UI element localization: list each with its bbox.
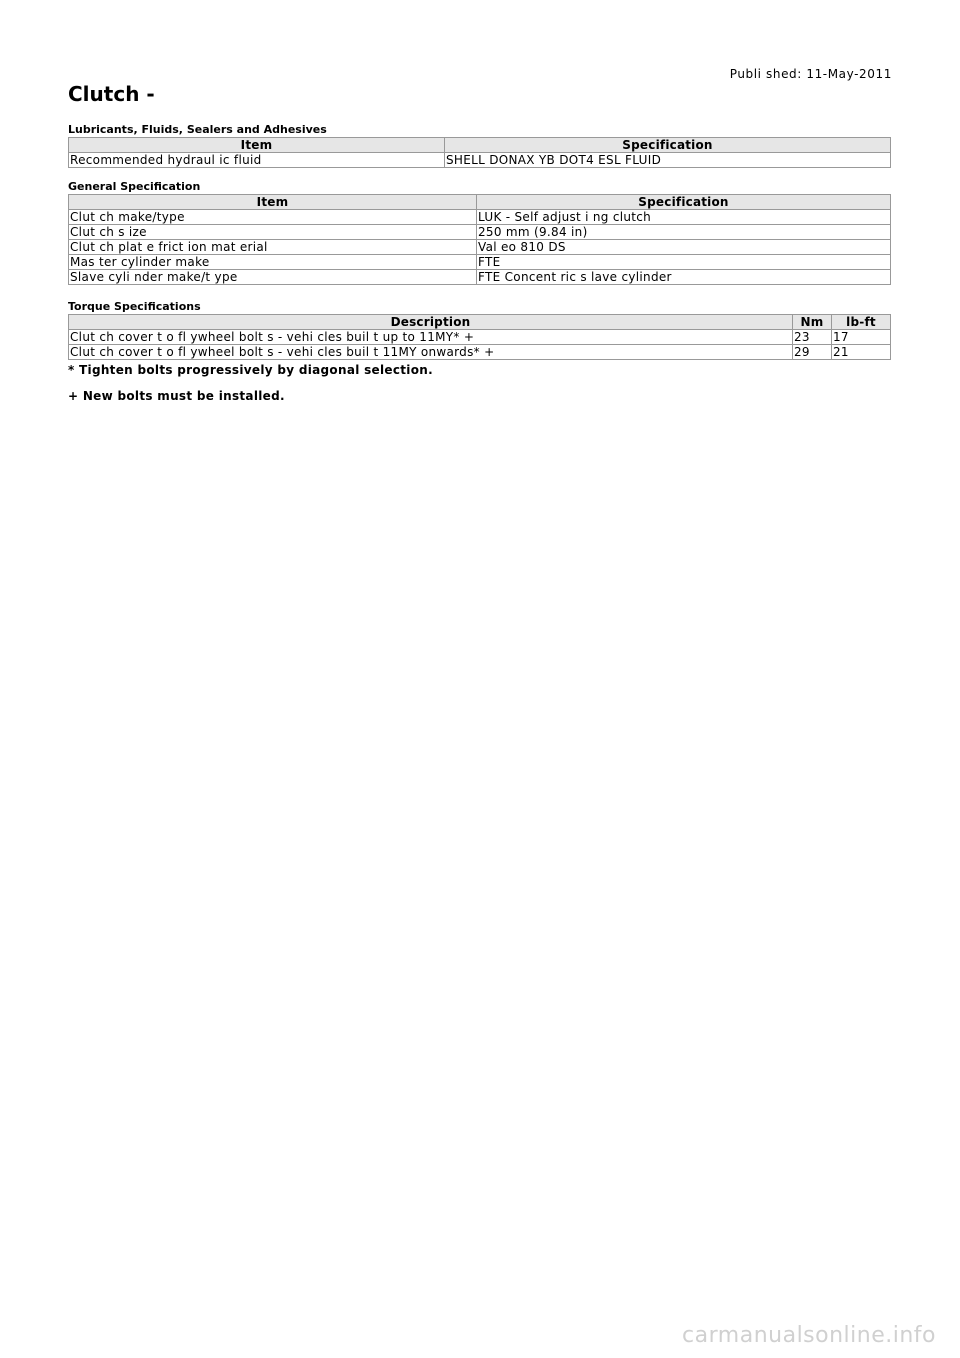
column-header-description: Description xyxy=(69,315,793,330)
general-spec-table xyxy=(68,194,891,285)
lubricants-table xyxy=(68,137,891,168)
column-header-specification: Specification xyxy=(445,138,891,153)
section-title-lubricants: Lubricants, Fluids, Sealers and Adhesives xyxy=(68,123,327,136)
table-cell: Clut ch make/type xyxy=(69,210,477,225)
note-new-bolts: + New bolts must be installed. xyxy=(68,389,285,403)
table-cell: 23 xyxy=(793,330,832,345)
note-diagonal-selection: * Tighten bolts progressively by diagonal selection. xyxy=(68,363,433,377)
table-cell: 17 xyxy=(832,330,891,345)
page-title: Clutch - xyxy=(68,82,155,106)
section-title-general: General Specification xyxy=(68,180,201,193)
column-header-nm: Nm xyxy=(793,315,832,330)
table-header-row xyxy=(69,138,891,153)
table-cell: Clut ch cover t o fl ywheel bolt s - vehi cles buil t up to 11MY* + xyxy=(69,330,793,345)
table-cell: Val eo 810 DS xyxy=(477,240,891,255)
table-cell: Clut ch s ize xyxy=(69,225,477,240)
torque-spec-table xyxy=(68,314,891,360)
table-cell: SHELL DONAX YB DOT4 ESL FLUID xyxy=(445,153,891,168)
table-cell: Clut ch cover t o fl ywheel bolt s - vehi cles buil t 11MY onwards* + xyxy=(69,345,793,360)
column-header-item: Item xyxy=(69,138,445,153)
column-header-item: Item xyxy=(69,195,477,210)
table-row xyxy=(69,240,891,255)
table-cell: FTE Concent ric s lave cylinder xyxy=(477,270,891,285)
table-row xyxy=(69,225,891,240)
table-row xyxy=(69,330,891,345)
table-cell: FTE xyxy=(477,255,891,270)
published-date: Publi shed: 11-May-2011 xyxy=(729,67,892,81)
table-cell: Clut ch plat e frict ion mat erial xyxy=(69,240,477,255)
table-cell: 21 xyxy=(832,345,891,360)
table-row xyxy=(69,255,891,270)
table-header-row xyxy=(69,315,891,330)
column-header-specification: Specification xyxy=(477,195,891,210)
table-cell: 29 xyxy=(793,345,832,360)
watermark: carmanualsonline.info xyxy=(682,1323,936,1348)
table-cell: 250 mm (9.84 in) xyxy=(477,225,891,240)
table-row xyxy=(69,210,891,225)
table-row xyxy=(69,153,891,168)
column-header-lbft: lb-ft xyxy=(832,315,891,330)
table-header-row xyxy=(69,195,891,210)
table-row xyxy=(69,270,891,285)
table-cell: Mas ter cylinder make xyxy=(69,255,477,270)
section-title-torque: Torque Specifications xyxy=(68,300,201,313)
table-cell: Recommended hydraul ic fluid xyxy=(69,153,445,168)
table-cell: LUK - Self adjust i ng clutch xyxy=(477,210,891,225)
table-cell: Slave cyli nder make/t ype xyxy=(69,270,477,285)
table-row xyxy=(69,345,891,360)
